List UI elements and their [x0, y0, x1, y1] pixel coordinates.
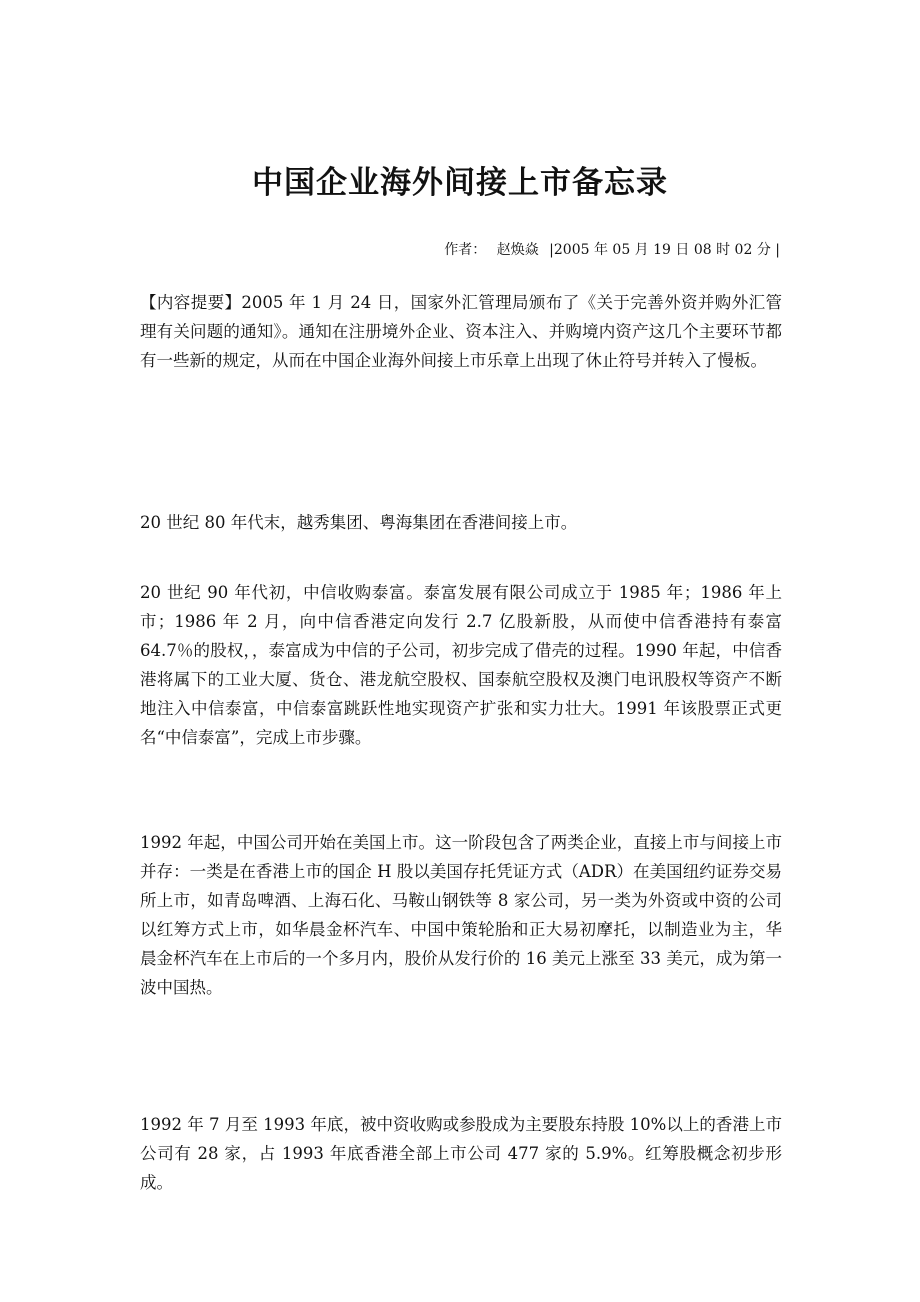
byline	[438, 239, 780, 261]
document-title: 中国企业海外间接上市备忘录	[252, 164, 668, 201]
body-paragraph: 20 世纪 90 年代初，中信收购泰富。泰富发展有限公司成立于 1985 年；1986 年上市；1986 年 2 月，向中信香港定向发行 2.7 亿股新股，从而使中信香港持有泰富 64.7％的股权，，泰富成为中信的子公司，初步完成了借壳的过程。1990 年起，中信香港将属下的工业大厦、货仓、港龙航空股权、国泰航空股权及澳门电讯股权等资产不断地注入中信泰富，中信泰富跳跃性地实现资产扩张和实力壮大。1991 年该股票正式更名“中信泰富”，完成上市步骤。	[140, 583, 782, 747]
body-paragraph: 1992 年 7 月至 1993 年底，被中资收购或参股成为主要股东持股 10%以上的香港上市公司有 28 家，占 1993 年底香港全部上市公司 477 家的 5.9%。红筹股概念初步形成。	[140, 1115, 782, 1192]
body-paragraph: 20 世纪 80 年代末，越秀集团、粤海集团在香港间接上市。	[140, 513, 578, 532]
publish-datetime: |2005 年 05 月 19 日 08 时 02 分 |	[549, 242, 780, 258]
body-paragraph: 1992 年起，中国公司开始在美国上市。这一阶段包含了两类企业，直接上市与间接上市并存：一类是在香港上市的国企 H 股以美国存托凭证方式（ADR）在美国纽约证券交易所上市，如青岛啤酒、上海石化、马鞍山钢铁等 8 家公司，另一类为外资或中资的公司以红筹方式上市，如华晨金杯汽车、中国中策轮胎和正大易初摩托，以制造业为主，华晨金杯汽车在上市后的一个多月内，股价从发行价的 16 美元上涨至 33 美元，成为第一波中国热。	[140, 833, 782, 997]
author-name: 赵焕焱	[496, 242, 539, 258]
summary-paragraph: 【内容提要】2005 年 1 月 24 日，国家外汇管理局颁布了《关于完善外资并购外汇管理有关问题的通知》。通知在注册境外企业、资本注入、并购境内资产这几个主要环节都有一些新的规定，从而在中国企业海外间接上市乐章上出现了休止符号并转入了慢板。	[140, 293, 782, 370]
author-label: 作者：	[444, 242, 487, 258]
